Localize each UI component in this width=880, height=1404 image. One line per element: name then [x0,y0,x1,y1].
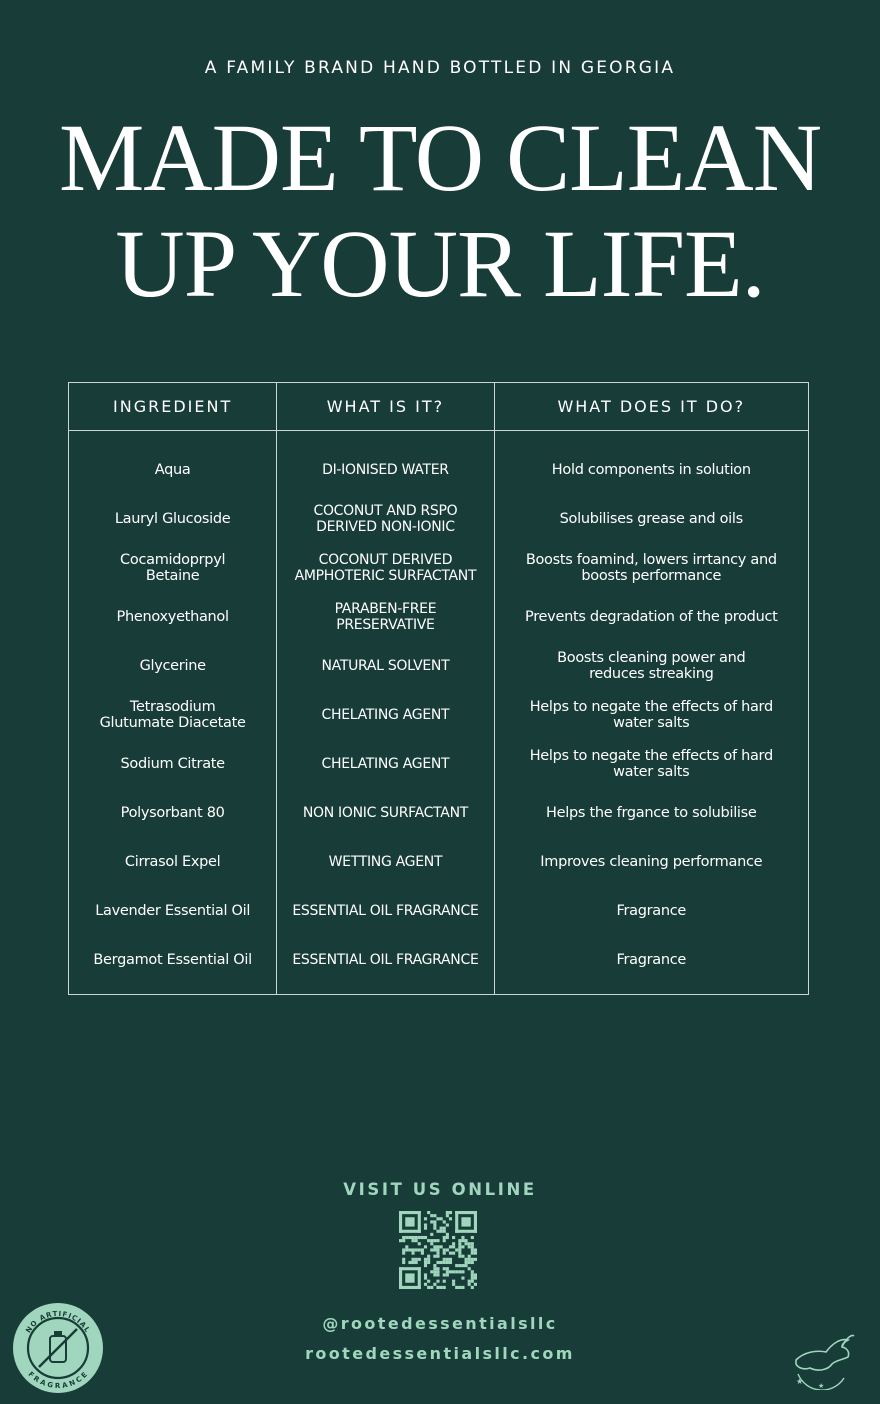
what-does-it-do-cell [494,494,808,543]
ingredient-cell-line: Lauryl Glucoside [114,510,231,527]
what-does-it-do-cell-line: Hold components in solution [551,461,751,478]
ingredient-cell [69,739,277,788]
what-is-it-cell [277,788,494,837]
what-is-it-cell [277,886,494,935]
ingredient-cell [69,641,277,690]
ingredient-cell [69,935,277,995]
what-does-it-do-cell-line: Prevents degradation of the product [525,608,778,625]
ingredient-cell-line: Bergamot Essential Oil [93,951,252,968]
ingredient-cell-line: Polysorbant 80 [120,804,225,821]
ingredient-cell-line: Glycerine [139,657,206,674]
what-does-it-do-cell [494,739,808,788]
ingredient-cell-line: Lavender Essential Oil [95,902,251,919]
what-does-it-do-cell [494,788,808,837]
what-is-it-cell-line: WETTING AGENT [328,853,443,870]
ingredient-cell [69,788,277,837]
what-is-it-cell-line: ESSENTIAL OIL FRAGRANCE [292,902,479,919]
what-does-it-do-cell [494,641,808,690]
what-does-it-do-cell-line: Improves cleaning performance [540,853,763,870]
visit-us-online-heading: VISIT US ONLINE [343,1180,537,1199]
table-row [69,431,809,495]
table-row [69,641,809,690]
ingredient-cell-line: Sodium Citrate [120,755,225,772]
ingredient-cell [69,431,277,495]
what-does-it-do-cell-line: water salts [613,763,690,780]
table-row [69,739,809,788]
table-header-row [69,383,809,431]
what-is-it-cell-line: AMPHOTERIC SURFACTANT [294,567,477,584]
what-is-it-cell-line: DI-IONISED WATER [322,461,449,478]
what-does-it-do-cell-line: water salts [613,714,690,731]
table-body [69,431,809,995]
what-does-it-do-cell-line: Fragrance [616,902,687,919]
what-is-it-cell [277,837,494,886]
ingredient-cell [69,543,277,592]
table-row [69,837,809,886]
what-does-it-do-cell [494,886,808,935]
leaping-bunny-icon [790,1330,856,1390]
header-what-is-it: WHAT IS IT? [277,383,494,431]
tagline: A FAMILY BRAND HAND BOTTLED IN GEORGIA [204,58,676,78]
no-artificial-fragrance-badge-icon [12,1302,104,1394]
ingredient-cell-line: Cirrasol Expel [124,853,221,870]
table-row [69,690,809,739]
what-does-it-do-cell-line: Fragrance [616,951,687,968]
social-handle-link[interactable]: @rootedessentialsllc [322,1314,558,1333]
what-does-it-do-cell [494,543,808,592]
what-is-it-cell [277,543,494,592]
what-does-it-do-cell-line: Boosts cleaning power and [557,649,746,666]
headline [0,105,880,317]
ingredient-cell-line: Betaine [145,567,200,584]
what-does-it-do-cell [494,935,808,995]
table-row [69,788,809,837]
what-is-it-cell-line: COCONUT AND RSPO [313,502,458,519]
what-is-it-cell [277,431,494,495]
ingredient-cell [69,592,277,641]
what-is-it-cell-line: NON IONIC SURFACTANT [302,804,469,821]
table-row [69,592,809,641]
what-does-it-do-cell [494,837,808,886]
what-is-it-cell-line: ESSENTIAL OIL FRAGRANCE [292,951,479,968]
what-does-it-do-cell-line: Helps to negate the effects of hard [529,698,773,715]
what-is-it-cell [277,641,494,690]
ingredient-cell-line: Aqua [154,461,191,478]
badge-top-text: NO ARTIFICIAL [24,1309,92,1335]
what-is-it-cell-line: PRESERVATIVE [336,616,435,633]
ingredient-cell-line: Cocamidoprpyl [120,551,226,568]
what-does-it-do-cell-line: Solubilises grease and oils [559,510,743,527]
what-does-it-do-cell [494,592,808,641]
what-does-it-do-cell-line: Helps the frgance to solubilise [546,804,757,821]
ingredient-cell-line: Phenoxyethanol [116,608,229,625]
badge-bottom-text: FRAGRANCE [26,1370,90,1391]
ingredient-cell [69,494,277,543]
what-is-it-cell [277,739,494,788]
what-is-it-cell-line: CHELATING AGENT [321,755,450,772]
svg-text:★: ★ [818,1383,825,1390]
svg-text:★: ★ [796,1377,804,1386]
ingredient-cell [69,690,277,739]
headline-line-1: MADE TO CLEAN [58,104,822,211]
table-row [69,886,809,935]
table-row [69,494,809,543]
ingredient-cell [69,886,277,935]
what-does-it-do-cell-line: Boosts foamind, lowers irrtancy and [525,551,777,568]
what-is-it-cell-line: CHELATING AGENT [321,706,450,723]
what-is-it-cell-line: NATURAL SOLVENT [321,657,450,674]
headline-line-2: UP YOUR LIFE. [115,210,765,317]
ingredients-table [68,382,809,995]
what-is-it-cell [277,935,494,995]
what-does-it-do-cell-line: reduces streaking [589,665,714,682]
table-row [69,935,809,995]
header-ingredient: INGREDIENT [69,383,277,431]
what-is-it-cell [277,690,494,739]
ingredient-cell-line: Tetrasodium [129,698,216,715]
what-is-it-cell [277,494,494,543]
what-does-it-do-cell [494,690,808,739]
qr-code-icon[interactable] [399,1211,477,1289]
header-what-does-it-do: WHAT DOES IT DO? [494,383,808,431]
what-is-it-cell-line: COCONUT DERIVED [318,551,453,568]
ingredient-cell [69,837,277,886]
what-does-it-do-cell-line: Helps to negate the effects of hard [529,747,773,764]
what-is-it-cell [277,592,494,641]
website-link[interactable]: rootedessentialsllc.com [305,1344,575,1363]
what-does-it-do-cell [494,431,808,495]
table-row [69,543,809,592]
what-is-it-cell-line: DERIVED NON-IONIC [316,518,455,535]
ingredient-cell-line: Glutumate Diacetate [99,714,246,731]
what-is-it-cell-line: PARABEN-FREE [334,600,437,617]
what-does-it-do-cell-line: boosts performance [581,567,722,584]
